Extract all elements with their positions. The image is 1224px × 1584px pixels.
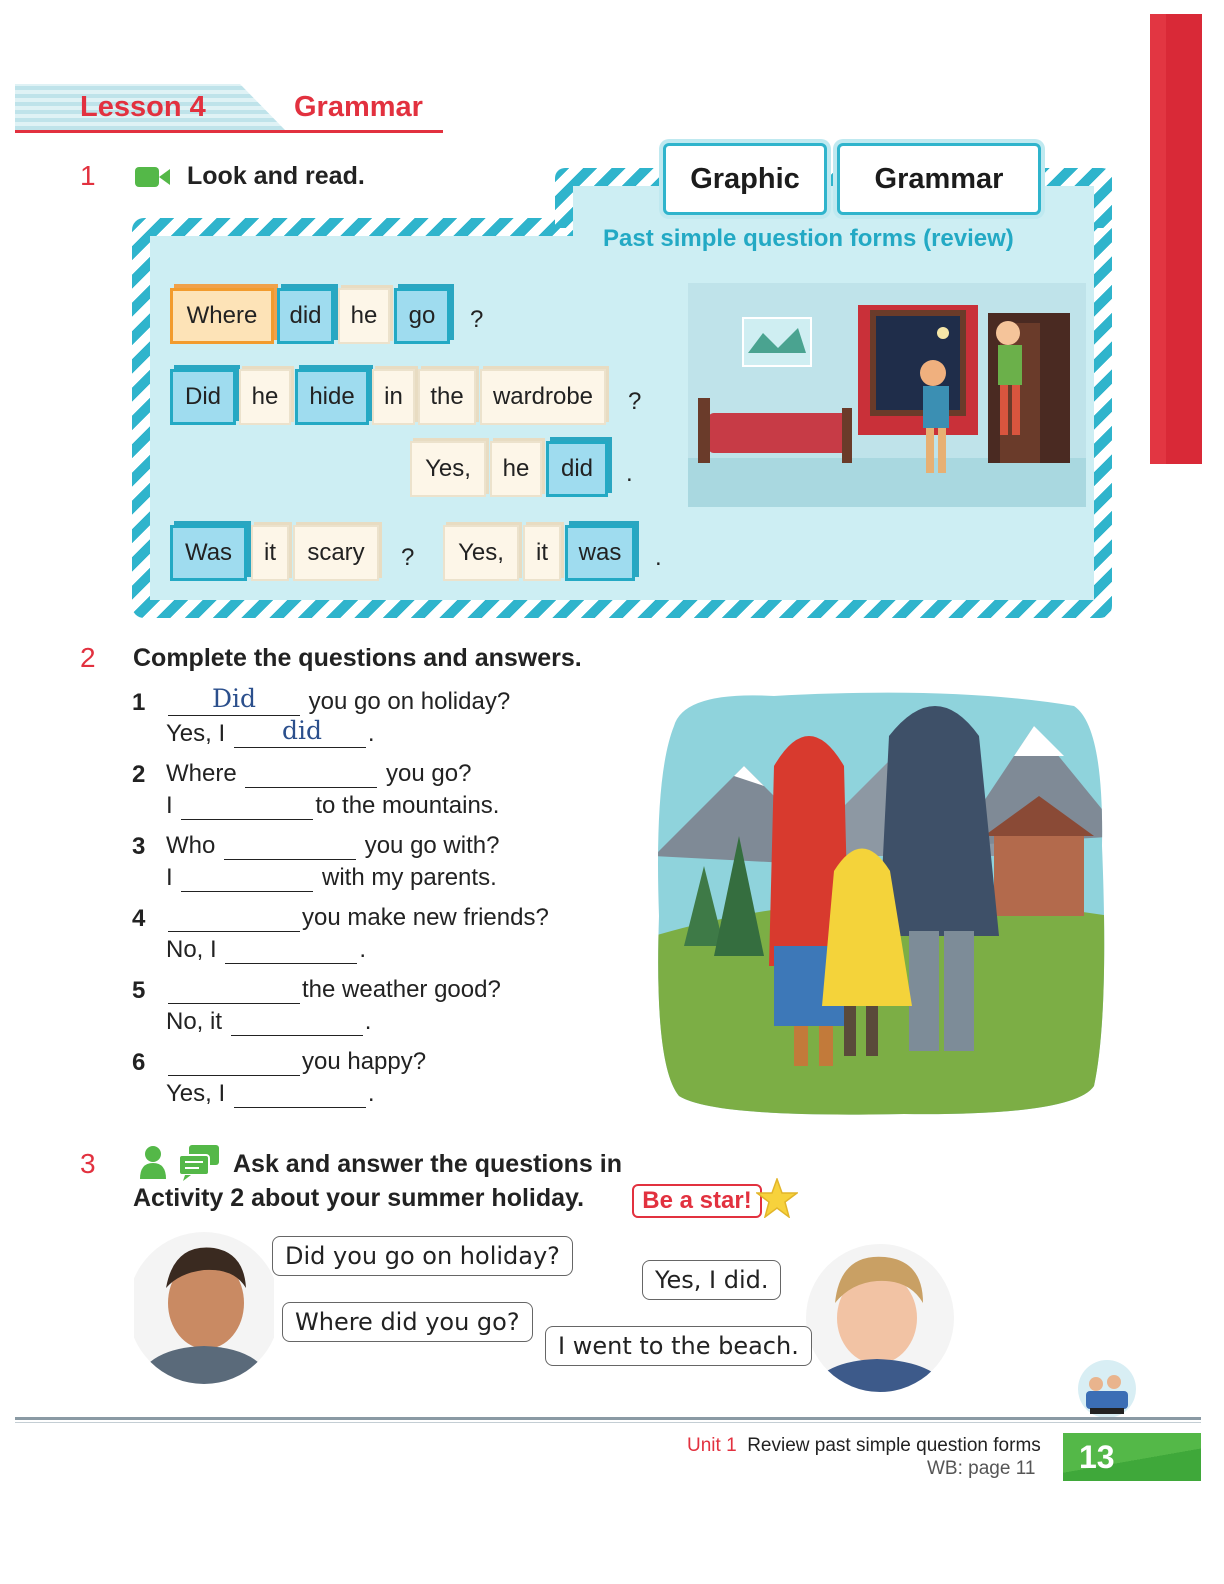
mascot-group-icon <box>1076 1358 1138 1420</box>
item-number: 5 <box>132 977 146 1004</box>
question-line: the weather good? <box>166 976 501 1004</box>
item-number: 6 <box>132 1049 146 1076</box>
activity-1-instruction: Look and read. <box>187 162 365 190</box>
speech-bubble: Did you go on holiday? <box>272 1236 573 1276</box>
answer-line: Yes, I . <box>166 1080 375 1107</box>
question-line: you happy? <box>166 1048 426 1076</box>
punctuation: . <box>626 460 633 487</box>
word-block: he <box>239 369 291 425</box>
word-block: the <box>418 369 476 425</box>
footer-topic: Unit 1 Review past simple question forms <box>687 1435 1041 1456</box>
word-block: he <box>490 441 542 497</box>
video-camera-icon <box>135 165 171 189</box>
activity-3-number: 3 <box>80 1148 96 1179</box>
grammar-subtitle: Past simple question forms (review) <box>603 225 1014 252</box>
word-block: it <box>523 525 561 581</box>
answer-line: Yes, I . <box>166 720 375 747</box>
person-icon <box>138 1145 168 1181</box>
answer-line: No, I . <box>166 936 367 963</box>
speech-bubble: Yes, I did. <box>642 1260 781 1300</box>
lesson-title: Lesson 4 <box>80 91 206 123</box>
word-block: Was <box>170 525 247 581</box>
workbook-reference: WB: page 11 <box>927 1458 1036 1479</box>
word-block: Where <box>170 288 274 344</box>
question-line: Where you go? <box>166 760 472 787</box>
word-block: it <box>251 525 289 581</box>
word-block: was <box>565 525 635 581</box>
boy-photo-right <box>805 1243 955 1398</box>
bedroom-illustration <box>688 283 1086 507</box>
word-block: in <box>372 369 415 425</box>
handwritten-answer: did <box>282 716 323 745</box>
item-number: 3 <box>132 833 146 860</box>
answer-line: No, it . <box>166 1008 372 1035</box>
answer-line: I to the mountains. <box>166 792 500 819</box>
word-block: did <box>277 288 334 344</box>
answer-line: I with my parents. <box>166 864 497 891</box>
family-mountains-illustration <box>654 686 1110 1118</box>
boy-photo-left <box>134 1228 274 1388</box>
word-block: Yes, <box>410 441 486 497</box>
activity-2-number: 2 <box>80 642 96 673</box>
tab-graphic[interactable]: Graphic <box>663 143 827 215</box>
punctuation: ? <box>401 544 415 571</box>
handwritten-answer: Did <box>212 684 257 713</box>
speech-bubbles-icon <box>179 1145 221 1181</box>
page-number: 13 <box>1063 1433 1201 1481</box>
activity-2-instruction: Complete the questions and answers. <box>133 644 582 672</box>
item-number: 1 <box>132 689 146 716</box>
section-title: Grammar <box>294 91 423 123</box>
question-line: you go on holiday? <box>166 688 510 716</box>
activity-3-instruction-line2: Activity 2 about your summer holiday. <box>133 1184 585 1212</box>
punctuation: . <box>655 544 662 571</box>
word-block: wardrobe <box>480 369 606 425</box>
punctuation: ? <box>628 388 642 415</box>
question-line: you make new friends? <box>166 904 549 932</box>
tab-grammar[interactable]: Grammar <box>837 143 1041 215</box>
word-block: hide <box>295 369 369 425</box>
question-line: Who you go with? <box>166 832 500 859</box>
side-color-bar <box>1150 14 1202 464</box>
be-a-star-tag: Be a star! <box>632 1184 762 1218</box>
word-block: Yes, <box>443 525 519 581</box>
item-number: 2 <box>132 761 146 788</box>
speech-bubble: Where did you go? <box>282 1302 533 1342</box>
speech-bubble: I went to the beach. <box>545 1326 812 1366</box>
punctuation: ? <box>470 306 484 333</box>
word-block: he <box>338 288 390 344</box>
activity-1-number: 1 <box>80 160 96 191</box>
word-block: go <box>394 288 450 344</box>
word-block: scary <box>293 525 379 581</box>
activity-3-instruction-line1: Ask and answer the questions in <box>233 1150 622 1178</box>
star-icon <box>756 1178 798 1218</box>
footer-divider <box>15 1417 1201 1420</box>
word-block: Did <box>170 369 236 425</box>
word-block: did <box>546 441 608 497</box>
item-number: 4 <box>132 905 146 932</box>
